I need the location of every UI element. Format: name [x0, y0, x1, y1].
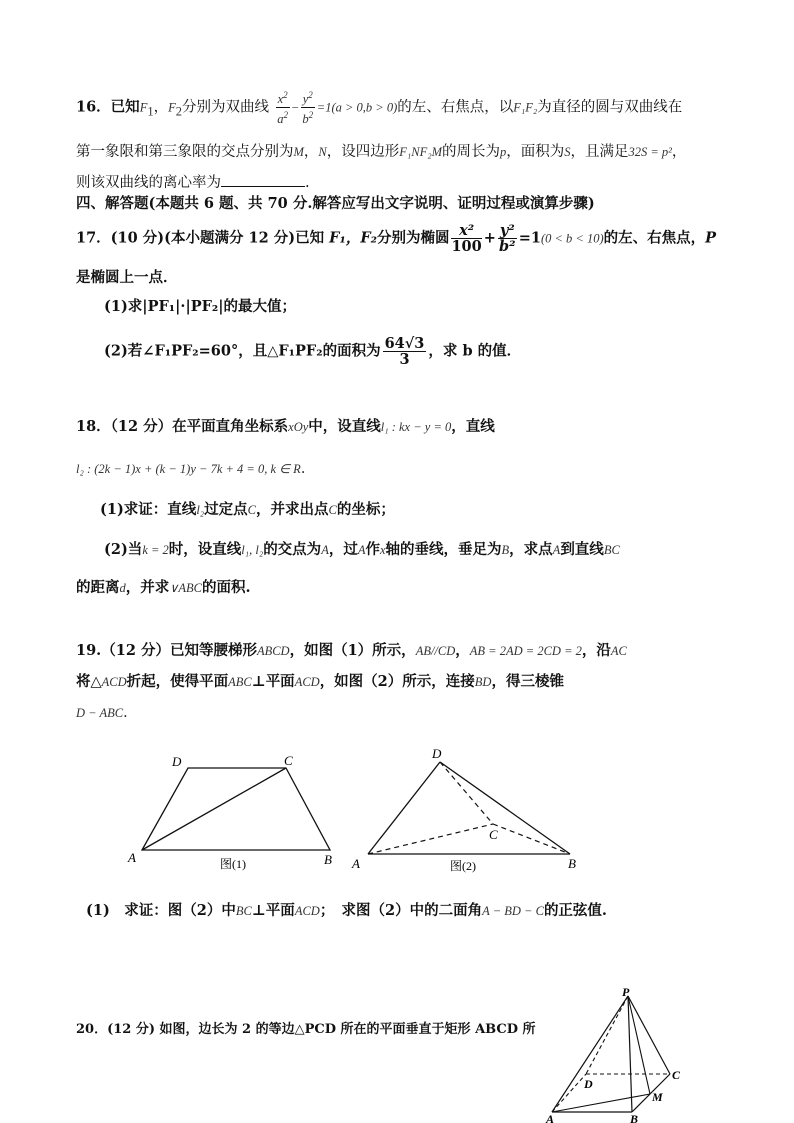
figure-q20-pyramid: [540, 984, 690, 1123]
edge-pc: [628, 996, 670, 1074]
q18-line2: l₂ : (2k − 1)x + (k − 1)y − 7k + 4 = 0, k ∈ R．: [76, 461, 316, 477]
q16-line3: 则该双曲线的离心率为 .: [76, 172, 310, 193]
fig3-label-m: M: [652, 1090, 663, 1104]
hyperbola-y-term: $\frac{y^2}{b^2}$: [302, 90, 314, 127]
fig2-label-d: D: [432, 746, 442, 761]
trapezoid-outline: [142, 768, 330, 850]
fig1-label-b: B: [324, 852, 332, 867]
q19-line3: D − ABC．: [76, 705, 138, 721]
q19-line1: 19.（12 分）已知等腰梯形ABCD，如图（1）所示，AB//CD，AB = 2AD = 2CD = 2，沿AC: [76, 642, 627, 659]
q17-line1: 17．(10 分)(本小题满分 12 分)已知 F₁，F₂分别为椭圆 $\frac{\text{x²}}{100}$ + $\frac{\text{y²}}{\text{b²}}$ =1(0 < b < 10)的左、右焦点，P: [76, 222, 717, 255]
q19-part1: (1) 求证：图（2）中BC⊥平面ACD； 求图（2）中的二面角A − BD − C的正弦值.: [86, 902, 607, 919]
edge-ad: [368, 762, 440, 854]
fig1-caption: 图(1): [220, 857, 246, 871]
edge-cb-dashed: [493, 824, 570, 854]
fig3-label-d: D: [584, 1077, 593, 1091]
fig2-label-b: B: [568, 856, 576, 871]
fig2-label-c: C: [489, 827, 498, 842]
q19-line2: 将△ACD折起，使得平面ABC⊥平面ACD，如图（2）所示，连接BD，得三棱锥: [76, 673, 564, 690]
fig3-label-a: A: [546, 1112, 555, 1123]
edge-db: [440, 762, 570, 854]
edge-bc: [632, 1074, 670, 1112]
q18-part2: (2)当k = 2时，设直线l₁, l₂的交点为A，过A作x轴的垂线，垂足为B，求点A到直线BC: [104, 541, 620, 558]
hyperbola-x-term: $\frac{x^2}{a^2}$: [277, 90, 288, 127]
answer-blank[interactable]: [221, 172, 305, 187]
q18-line3: 的距离d，并求∨ABC的面积.: [76, 579, 251, 596]
fig1-label-c: C: [284, 753, 293, 768]
ellipse-x-term: $\frac{\text{x²}}{100}$: [451, 222, 482, 255]
q18-line1: 18．（12 分）在平面直角坐标系xOy中，设直线l₁ : kx − y = 0，直线: [76, 418, 495, 435]
q18-part1: (1)求证：直线l₂过定点C，并求出点C的坐标；: [100, 501, 395, 518]
fig3-label-b: B: [630, 1112, 639, 1123]
fig3-label-c: C: [672, 1068, 681, 1082]
fig2-label-a: A: [352, 856, 360, 871]
fig1-label-d: D: [172, 754, 182, 769]
figure-2-pyramid: [348, 744, 588, 876]
q17-line2: 是椭圆上一点．: [76, 269, 178, 286]
area-fraction: $\frac{64√3}{3}$: [384, 335, 425, 368]
fig1-label-a: A: [128, 850, 136, 865]
edge-pa: [552, 996, 628, 1112]
figure-1-trapezoid: [120, 746, 350, 876]
edge-dc-dashed: [440, 762, 493, 824]
ellipse-y-term: $\frac{\text{y²}}{\text{b²}}$: [499, 222, 516, 255]
section-header: 四、解答题(本题共 6 题、共 70 分.解答应写出文字说明、证明过程或演算步骤): [76, 195, 595, 212]
fig3-label-p: P: [622, 985, 630, 999]
q16-number: 16．已知: [76, 98, 140, 116]
q20-line1: 20．(12 分) 如图，边长为 2 的等边△PCD 所在的平面垂直于矩形 ABCD 所: [76, 1022, 536, 1037]
edge-ac-dashed: [368, 824, 493, 854]
q16-line2: 第一象限和第三象限的交点分别为M，N，设四边形F₁NF₂M的周长为p，面积为S，且满足32S = p²，: [76, 144, 687, 160]
fig2-caption: 图(2): [450, 859, 476, 873]
diagonal-ac: [142, 768, 286, 850]
q16-line1: 16．已知$F_1$，$F_2$分别为双曲线 $\frac{x^2}{a^2}$ − $\frac{y^2}{b^2}$ =1(a > 0,b > 0)的左、右焦点，以F₁F₂为直径的圆与双曲线在: [76, 90, 683, 127]
edge-pd-dashed: [586, 996, 628, 1074]
q17-part2: (2)若∠F₁PF₂=60°，且△F₁PF₂的面积为 $\frac{64√3}{3}$ ，求 b 的值．: [104, 335, 522, 368]
q17-part1: (1)求|PF₁|·|PF₂|的最大值；: [104, 298, 297, 315]
